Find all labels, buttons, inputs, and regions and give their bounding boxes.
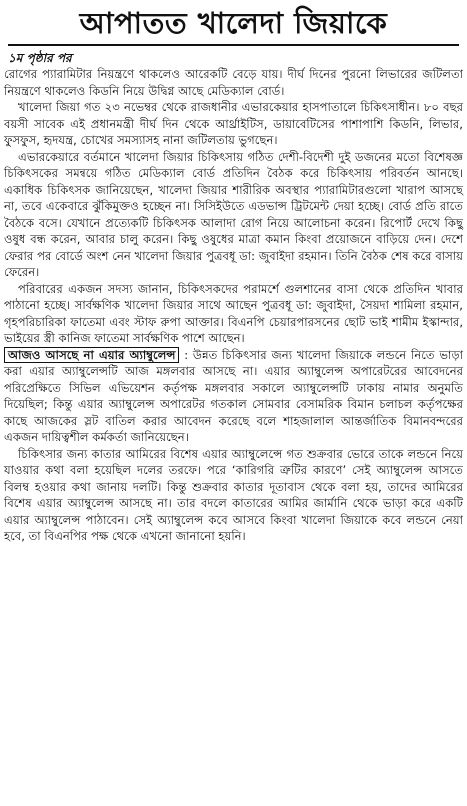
paragraph-2: খালেদা জিয়া গত ২৩ নভেম্বর থেকে রাজধানীর এভারকেয়ার হাসপাতালে চিকিৎসাধীন। ৮০ বছর বয়সী সাবেক এই প্রধানমন্ত্রী দীর্ঘ দিন থেকে আর্থ্রাইটিস, ডায়াবেটিসের পাশাপাশি কিডনি, লিভার, ফুসফুস, হৃদযন্ত্র, চোখের সমস্যাসহ নানা জটিলতায় ভুগছেন। [4,100,463,147]
subhead-body: উন্নত চিকিৎসার জন্য খালেদা জিয়াকে লন্ডনে নিতে ভাড়া করা এয়ার অ্যাম্বুলেন্সটি আজ মঙ্গলবার আসছে না। এয়ার অ্যাম্বুলেন্স অপারেটরের আবেদনের পরিপ্রেক্ষিতে সিভিল এভিয়েশন কর্তৃপক্ষ মঙ্গলবার সকালে অ্যাম্বুলেন্সটি ঢাকায় নামার অনুমতি দিয়েছিল; কিন্তু এয়ার অ্যাম্বুলেন্স অপারেটর গতকাল সোমবার বেসামরিক বিমান চলাচল কর্তৃপক্ষের কাছে আজকের স্লট বাতিল করার আবেদন করেছে বলে শাহজালাল আন্তর্জাতিক বিমানবন্দরের একজন দায়িত্বশীল কর্মকর্তা জানিয়েছেন। [4,347,464,444]
paragraph-3: এভারকেয়ারে বর্তমানে খালেদা জিয়ার চিকিৎসায় গঠিত দেশী-বিদেশী দুই ডজনের মতো বিশেষজ্ঞ চিকিৎসকের সমন্বয়ে গঠিত মেডিক্যাল বোর্ড প্রতিদিন বৈঠক করে চিকিৎসায় পরিবর্তন আনছে। একাধিক চিকিৎসক জানিয়েছেন, খালেদা জিয়ার শারীরিক অবস্থার প্যারামিটারগুলো খারাপ আসছে না, তবে একেবারে ঝুঁকিমুক্তও হচ্ছেন না। সিসিইউতে এডভান্স ট্রিটমেন্ট দেয়া হচ্ছে। বোর্ড প্রতি রাতে বৈঠকে বসে। যেখানে প্রত্যেকটি চিকিৎসক আলাদা রোগ নিয়ে আলোচনা করেন। রিপোর্ট দেখে কিছু ওষুধ বন্ধ করেন, আবার চালু করেন। কিছু ওষুধের মাত্রা কমান কিংবা প্রয়োজনে বাড়িয়ে দেন। দেশে ফেরার পর বোর্ডে অংশ নেন খালেদা জিয়ার পুত্রবধূ ডা: জুবাইদা রহমান। তিনি বৈঠক শেষ করে বাসায় ফেরেন। [4,149,463,279]
subhead: আজও আসছে না এয়ার অ্যাম্বুলেন্স [4,347,179,363]
subhead-paragraph: আজও আসছে না এয়ার অ্যাম্বুলেন্স : উন্নত চিকিৎসার জন্য খালেদা জিয়াকে লন্ডনে নিতে ভাড়া করা এয়ার অ্যাম্বুলেন্সটি আজ মঙ্গলবার আসছে না। এয়ার অ্যাম্বুলেন্স অপারেটরের আবেদনের পরিপ্রেক্ষিতে সিভিল এভিয়েশন কর্তৃপক্ষ মঙ্গলবার সকালে অ্যাম্বুলেন্সটি ঢাকায় নামার অনুমতি দিয়েছিল; কিন্তু এয়ার অ্যাম্বুলেন্স অপারেটর গতকাল সোমবার বেসামরিক বিমান চলাচল কর্তৃপক্ষের কাছে আজকের স্লট বাতিল করার আবেদন করেছে বলে শাহজালাল আন্তর্জাতিক বিমানবন্দরের একজন দায়িত্বশীল কর্মকর্তা জানিয়েছেন। [4,347,464,444]
paragraph-4: পরিবারের একজন সদস্য জানান, চিকিৎসকদের পরামর্শে গুলশানের বাসা থেকে প্রতিদিন খাবার পাঠানো হচ্ছে। সার্বক্ষণিক খালেদা জিয়ার সাথে আছেন পুত্রবধূ ডা: জুবাইদা, সৈয়দা শামিলা রহমান, গৃহপরিচারিকা ফাতেমা এবং স্টাফ রুপা আক্তার। বিএনপি চেয়ারপারসনের ছোট ভাই শামীম ইস্কান্দার, ভাইয়ের স্ত্রী কানিজ ফাতেমা সার্বক্ষণিক পাশে আছেন। [4,281,463,345]
headline: আপাতত খালেদা জিয়াকে [79,6,388,40]
paragraph-1: রোগের প্যারামিটার নিয়ন্ত্রণে থাকলেও আরেকটি বেড়ে যায়। দীর্ঘ দিনের পুরনো লিভারের জটিলতা নিয়ন্ত্রণে থাকলেও কিডনি নিয়ে উদ্বিগ্ন আছে মেডিক্যাল বোর্ড। [4,67,463,98]
continued-from-label: ১ম পৃষ্ঠার পর [8,51,72,65]
paragraph-6: চিকিৎসার জন্য কাতার আমিরের বিশেষ এয়ার অ্যাম্বুলেন্সে গত শুক্রবার ভোরে তাকে লন্ডনে নিয়ে যাওয়ার কথা বলা হয়েছিল দলের তরফে। পরে ‘কারিগরি ত্রুটির কারণে’ সেই অ্যাম্বুলেন্স আসতে বিলম্ব হওয়ার কথা জানায় দলটি। কিন্তু শুক্রবার কাতার দূতাবাস থেকে বলা হয়, তাদের আমিরের বিশেষ এয়ার অ্যাম্বুলেন্স আসছে না। তার বদলে কাতারের আমির জার্মানি থেকে ভাড়া করে একটি এয়ার অ্যাম্বুলেন্স পাঠাবেন। সেই অ্যাম্বুলেন্স কবে আসবে কিংবা খালেদা জিয়াকে কবে লন্ডনে নেয়া হবে, তা বিএনপির পক্ষ থেকে এখনো জানানো হয়নি। [4,446,463,543]
headline-rule [8,44,459,46]
